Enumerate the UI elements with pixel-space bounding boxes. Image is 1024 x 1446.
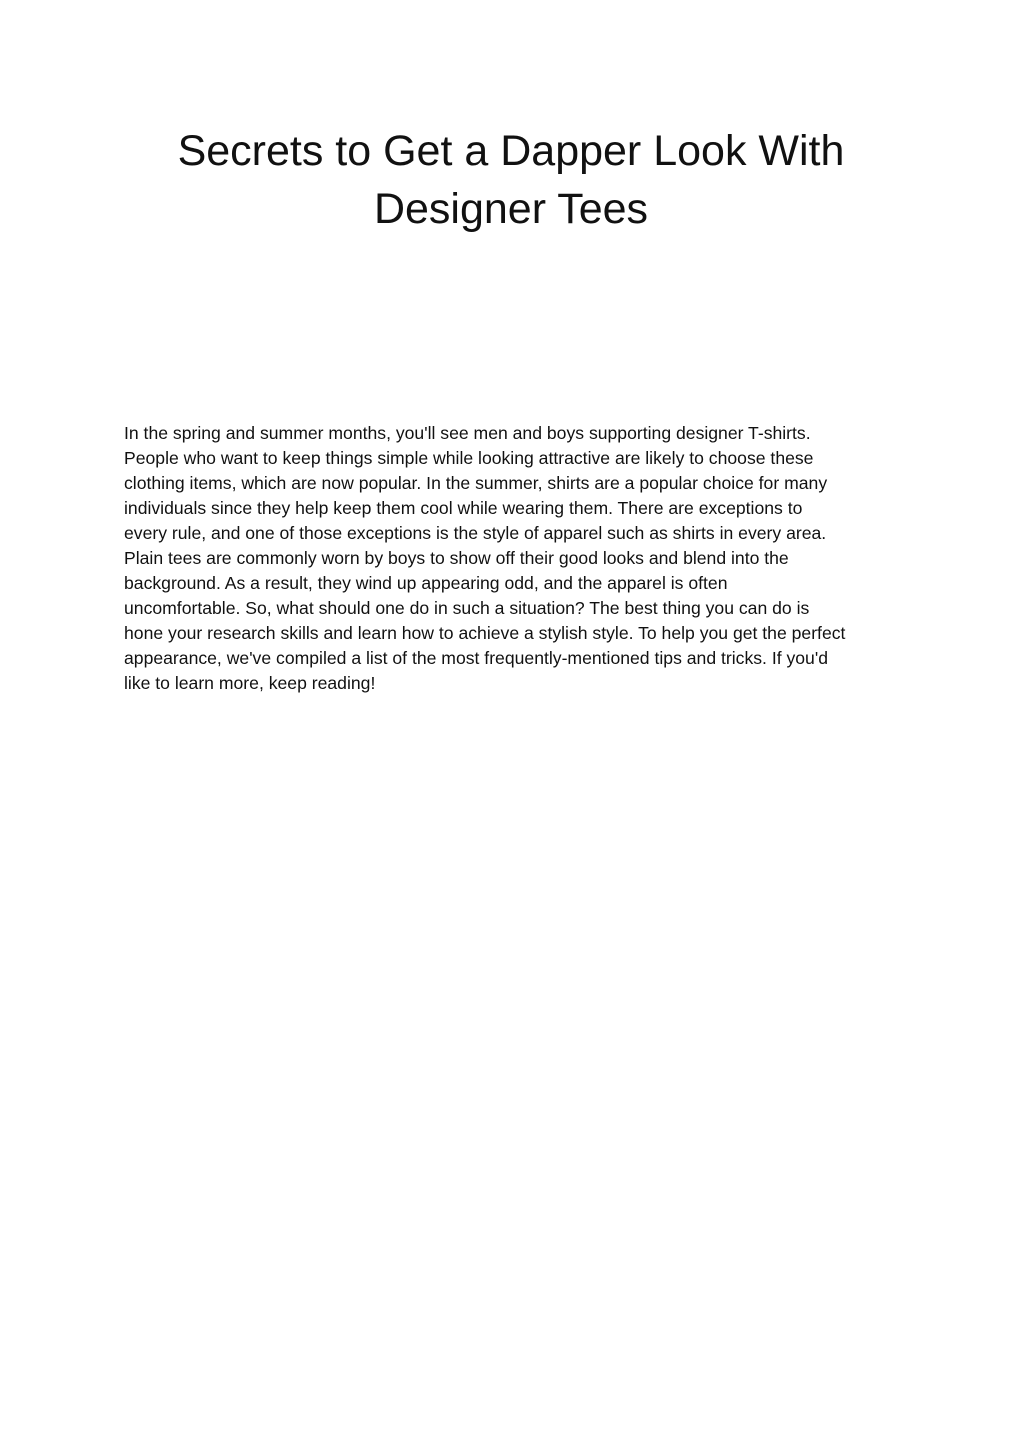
- body-paragraph: [124, 421, 914, 696]
- paragraph-line: clothing items, which are now popular. In the summer, shirts are a popular choice for many: [124, 473, 828, 493]
- title-line: Secrets to Get a Dapper Look With: [177, 127, 845, 175]
- paragraph-line: every rule, and one of those exceptions is the style of apparel such as shirts in every area.: [124, 523, 827, 543]
- paragraph-line: background. As a result, they wind up appearing odd, and the apparel is often: [124, 573, 728, 593]
- paragraph-line: In the spring and summer months, you'll see men and boys supporting designer T-shirts.: [124, 423, 811, 443]
- paragraph-line: People who want to keep things simple while looking attractive are likely to choose these: [124, 448, 814, 468]
- paragraph-line: hone your research skills and learn how to achieve a stylish style. To help you get the perfect: [124, 623, 846, 643]
- title-line: Designer Tees: [373, 185, 649, 233]
- paragraph-line: like to learn more, keep reading!: [124, 673, 376, 693]
- document-title: [100, 122, 922, 238]
- paragraph-line: appearance, we've compiled a list of the most frequently-mentioned tips and tricks. If you'd: [124, 648, 828, 668]
- paragraph-line: uncomfortable. So, what should one do in such a situation? The best thing you can do is: [124, 598, 810, 618]
- paragraph-line: Plain tees are commonly worn by boys to show off their good looks and blend into the: [124, 548, 789, 568]
- paragraph-line: individuals since they help keep them cool while wearing them. There are exceptions to: [124, 498, 803, 518]
